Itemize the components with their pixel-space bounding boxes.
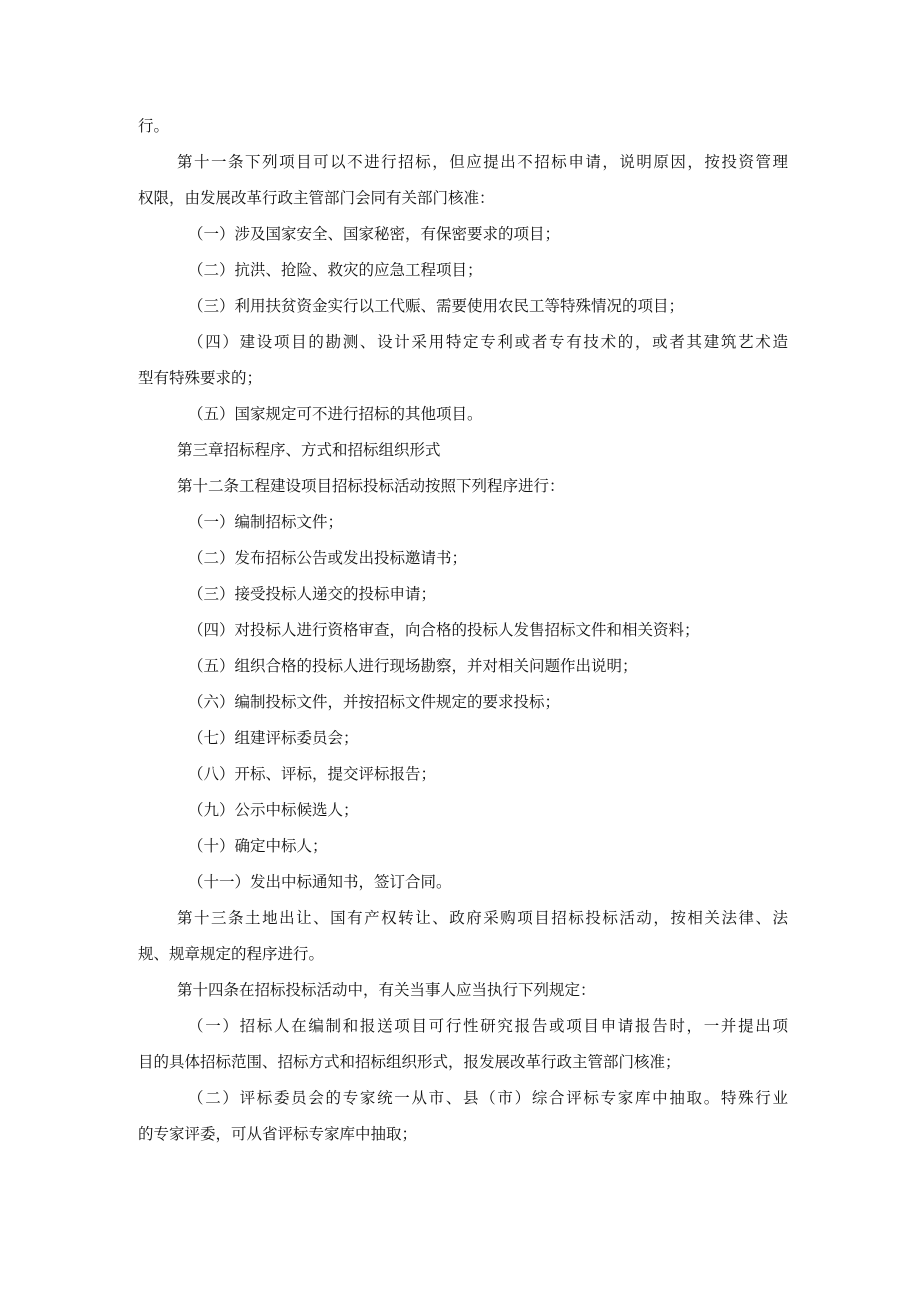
text-line: 行。 [138, 117, 170, 135]
text-line: （二）抗洪、抢险、救灾的应急工程项目； [188, 261, 483, 279]
text-line: 规、规章规定的程序进行。 [138, 945, 325, 963]
text-line: （一）编制招标文件； [188, 513, 344, 531]
text-line: 第十二条工程建设项目招标投标活动按照下列程序进行： [177, 477, 565, 495]
text-line: （六）编制投标文件，并按招标文件规定的要求投标； [188, 693, 561, 711]
text-line: 目的具体招标范围、招标方式和招标组织形式，报发展改革行政主管部门核准； [138, 1053, 681, 1071]
text-line: （八）开标、评标，提交评标报告； [188, 765, 437, 783]
text-line: 第十三条土地出让、国有产权转让、政府采购项目招标投标活动，按相关法律、法 [177, 909, 788, 927]
text-line: （三）利用扶贫资金实行以工代赈、需要使用农民工等特殊情况的项目； [188, 297, 685, 315]
text-line: （二）评标委员会的专家统一从市、县（市）综合评标专家库中抽取。特殊行业 [188, 1089, 788, 1107]
text-line: （十一）发出中标通知书，签订合同。 [188, 873, 452, 891]
text-line: 的专家评委，可从省评标专家库中抽取； [138, 1125, 418, 1143]
text-line: （七）组建评标委员会； [188, 729, 359, 747]
text-line: （十）确定中标人； [188, 837, 328, 855]
text-line: （五）组织合格的投标人进行现场勘察，并对相关问题作出说明； [188, 657, 638, 675]
text-line: （二）发布招标公告或发出投标邀请书； [188, 549, 468, 567]
text-line: 型有特殊要求的； [138, 369, 263, 387]
text-line: （一）涉及国家安全、国家秘密，有保密要求的项目； [188, 225, 561, 243]
text-line: 第十一条下列项目可以不进行招标，但应提出不招标申请，说明原因，按投资管理 [177, 153, 788, 171]
chapter-heading: 第三章招标程序、方式和招标组织形式 [177, 441, 441, 459]
text-line: （三）接受投标人递交的投标申请； [188, 585, 437, 603]
text-line: （九）公示中标候选人； [188, 801, 359, 819]
text-line: （四）对投标人进行资格审查，向合格的投标人发售招标文件和相关资料； [188, 621, 700, 639]
text-line: 第十四条在招标投标活动中，有关当事人应当执行下列规定： [177, 981, 596, 999]
text-line: （五）国家规定可不进行招标的其他项目。 [188, 405, 483, 423]
text-line: （一）招标人在编制和报送项目可行性研究报告或项目申请报告时，一并提出项 [188, 1017, 788, 1035]
text-line: （四）建设项目的勘测、设计采用特定专利或者专有技术的，或者其建筑艺术造 [188, 333, 788, 351]
text-line: 权限，由发展改革行政主管部门会同有关部门核准： [138, 189, 495, 207]
